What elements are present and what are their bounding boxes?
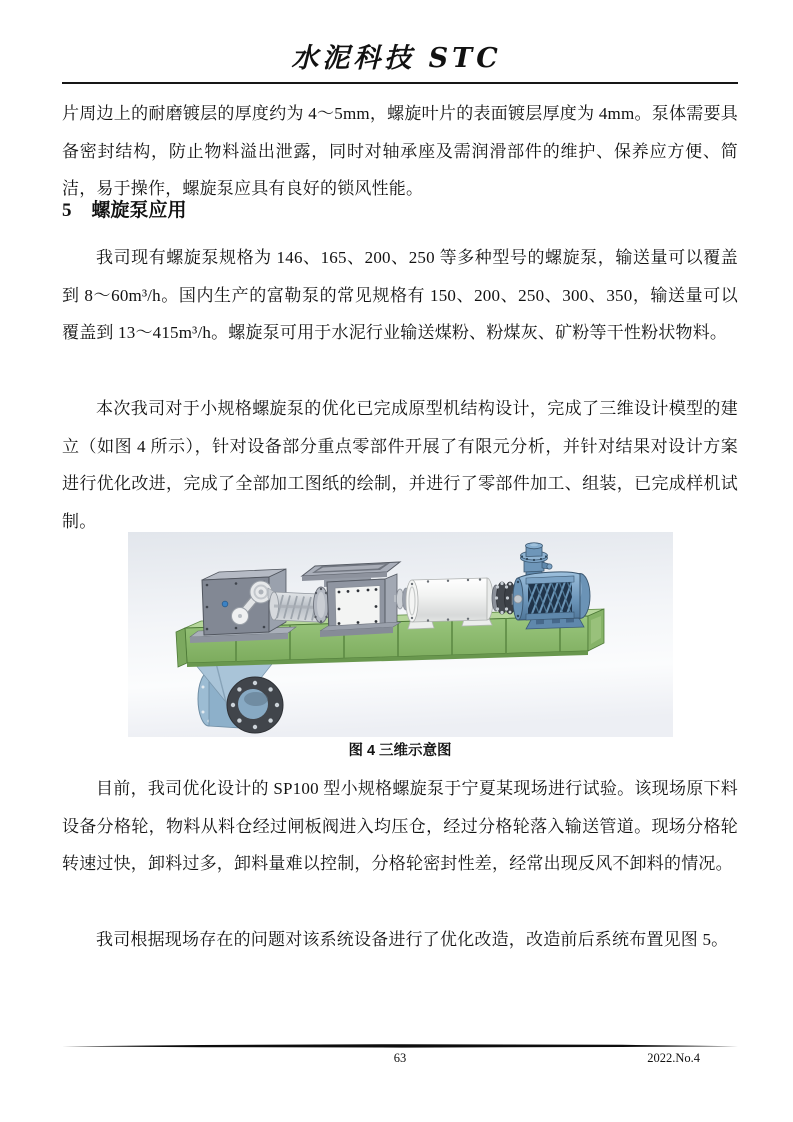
journal-header-title: 水泥科技 STC (291, 43, 502, 74)
page-number: 63 (393, 1051, 407, 1065)
header-rule (62, 82, 738, 84)
paragraph-pump-specs: 我司现有螺旋泵规格为 146、165、200、250 等多种型号的螺旋泵，输送量可以覆盖到 8～60m³/h。国内生产的富勒泵的常见规格有 150、200、250、300、350，输送量可以覆盖到 13～415m³/h。螺旋泵可用于水泥行业输送煤粉、粉煤灰、矿粉等干性粉状物料。 (62, 248, 738, 343)
section-title: 螺旋泵应用 (91, 200, 187, 221)
figure-3d-schematic (128, 532, 673, 737)
screw-pump-3d-rendering (128, 532, 673, 737)
footer-rule (62, 1044, 738, 1049)
section-number: 5 (62, 200, 72, 221)
section-heading (62, 198, 187, 224)
figure-caption: 图 4 三维示意图 (348, 743, 452, 759)
paragraph-field-test: 目前，我司优化设计的 SP100 型小规格螺旋泵于宁夏某现场进行试验。该现场原下料设备分格轮，物料从料仓经过闸板阀进入均压仓，经过分格轮落入输送管道。现场分格轮转速过快，卸料过多，卸料量难以控制，分格轮密封性差，经常出现反风不卸料的情况。 (62, 779, 738, 874)
issue-number: 2022.No.4 (647, 1051, 700, 1065)
paragraph-retrofit: 我司根据现场存在的问题对该系统设备进行了优化改造，改造前后系统布置见图 5。 (96, 930, 729, 949)
paragraph-continuation: 片周边上的耐磨镀层的厚度约为 4～5mm，螺旋叶片的表面镀层厚度为 4mm。泵体需要具备密封结构，防止物料溢出泄露，同时对轴承座及需润滑部件的维护、保养应方便、简洁，易于操作，螺旋泵应具有良好的锁风性能。 (62, 104, 738, 199)
paragraph-design-progress: 本次我司对于小规格螺旋泵的优化已完成原型机结构设计，完成了三维设计模型的建立（如图 4 所示），针对设备部分重点零部件开展了有限元分析，并针对结果对设计方案进行优化改进，完成了全部加工图纸的绘制，并进行了零部件加工、组装，已完成样机试制。 (62, 399, 738, 531)
